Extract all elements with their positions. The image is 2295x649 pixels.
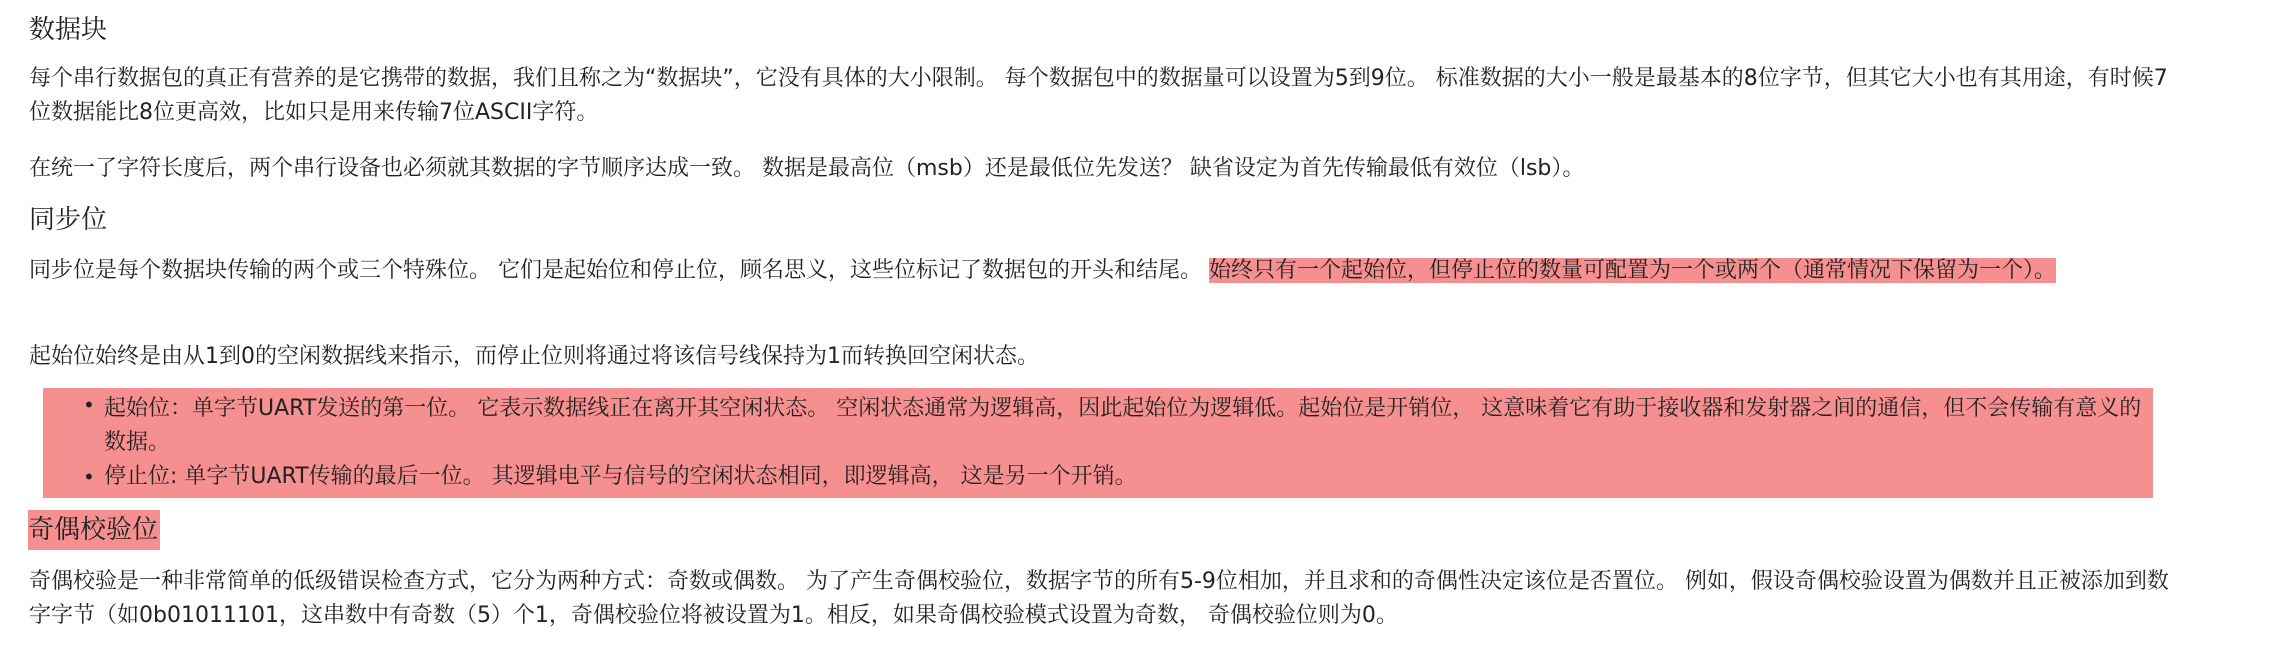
paragraph-data-block-intro: 每个串行数据包的真正有营养的是它携带的数据，我们且称之为“数据块”，它没有具体的大小限制。 每个数据包中的数据量可以设置为5到9位。 标准数据的大小一般是最基本的8位字节，但其它大小也有其用途，有时候7位数据能比8位更高效，比如只是用来传输7位ASCII字符。	[29, 66, 2168, 125]
paragraph-byte-order: 在统一了字符长度后，两个串行设备也必须就其数据的字节顺序达成一致。 数据是最高位（msb）还是最低位先发送？ 缺省设定为首先传输最低有效位（lsb）。	[29, 156, 1585, 181]
paragraph-start-stop-signal: 起始位始终是由从1到0的空闲数据线来指示，而停止位则将通过将该信号线保持为1而转换回空闲状态。	[29, 344, 1039, 369]
list-item-stop-bit	[43, 460, 2153, 494]
list-item-start-bit	[43, 388, 2153, 460]
sync-bits-list	[43, 388, 2153, 494]
bullet-icon: •	[83, 465, 95, 489]
bullet-icon: •	[83, 393, 95, 417]
paragraph-sync-bits-intro	[29, 254, 2189, 288]
section-heading-parity-bit: 奇偶校验位	[28, 510, 160, 550]
section-heading-data-block: 数据块	[29, 15, 108, 45]
list-item-text: 起始位：单字节UART发送的第一位。 它表示数据线正在离开其空闲状态。 空闲状态通常为逻辑高，因此起始位为逻辑低。起始位是开销位， 这意味着它有助于接收器和发射器之间的通信，但不会传输有意义的数据。	[104, 396, 2142, 455]
list-item-text: 停止位: 单字节UART传输的最后一位。 其逻辑电平与信号的空闲状态相同，即逻辑高， 这是另一个开销。	[104, 464, 1137, 489]
highlighted-text-stop-bits: 始终只有一个起始位，但停止位的数量可配置为一个或两个（通常情况下保留为一个）。	[1209, 258, 2057, 283]
section-heading-sync-bits: 同步位	[29, 205, 108, 235]
paragraph-parity-bit: 奇偶校验是一种非常简单的低级错误检查方式，它分为两种方式：奇数或偶数。 为了产生奇偶校验位，数据字节的所有5-9位相加，并且求和的奇偶性决定该位是否置位。 例如，假设奇偶校验设置为偶数并且正被添加到数字字节（如0b01011101，这串数中有奇数（5）个1，奇偶校验位将被设置为1。相反，如果奇偶校验模式设置为奇数， 奇偶校验位则为0。	[29, 569, 2169, 628]
highlighted-bullet-list	[43, 388, 2153, 498]
sync-bits-intro-text: 同步位是每个数据块传输的两个或三个特殊位。 它们是起始位和停止位，顾名思义，这些位标记了数据包的开头和结尾。	[29, 258, 1209, 283]
